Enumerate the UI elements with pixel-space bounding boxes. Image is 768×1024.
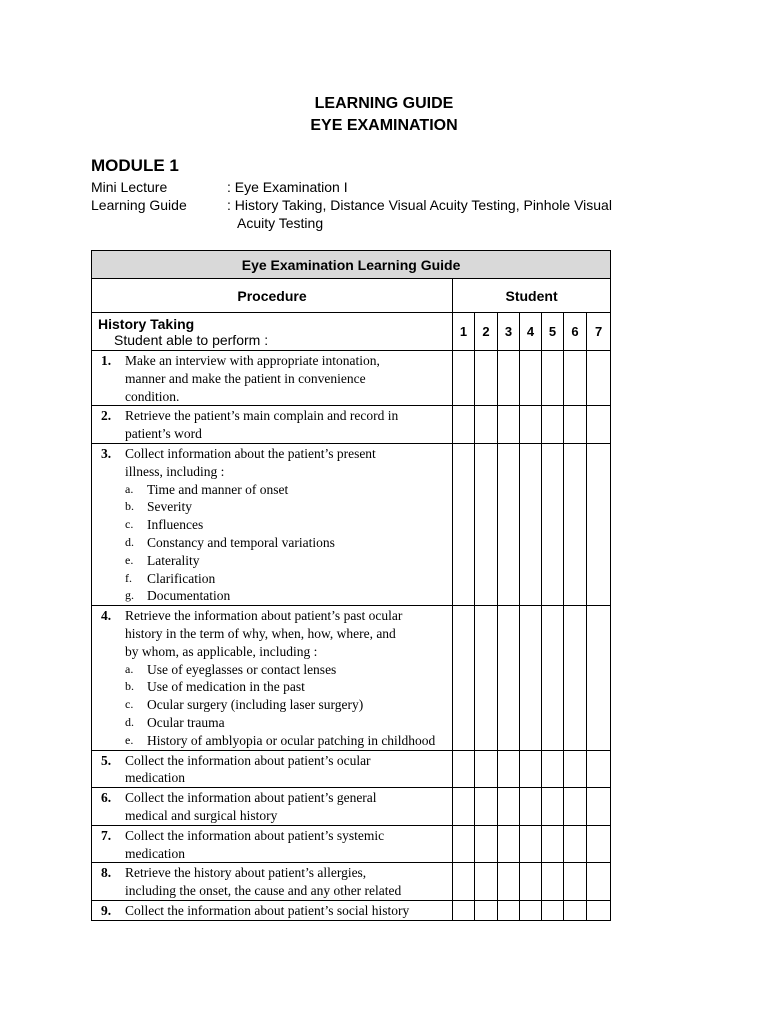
procedure-item-text-line: Retrieve the patient’s main complain and record in: [125, 408, 399, 424]
procedure-subitem-text: Clarification: [147, 570, 216, 586]
mini-lecture-label: Mini Lecture: [91, 179, 168, 195]
procedure-subitem-text: Ocular surgery (including laser surgery): [147, 697, 364, 713]
section-header-history-taking: [92, 313, 453, 351]
student-check-cell[interactable]: [475, 825, 498, 863]
document-title-line-1: LEARNING GUIDE: [314, 95, 454, 112]
procedure-subitem-letter: a.: [125, 481, 134, 496]
procedure-subitem-text: Laterality: [147, 552, 200, 568]
procedure-subitem-list: [125, 481, 448, 606]
student-column-header: Student: [453, 279, 611, 313]
procedure-item-number: 1.: [101, 353, 112, 368]
student-check-cell[interactable]: [542, 351, 564, 406]
student-check-cell[interactable]: [542, 863, 564, 901]
student-check-cell[interactable]: [520, 606, 542, 750]
procedure-subitem-text: Constancy and temporal variations: [147, 534, 335, 550]
procedure-item-number: 3.: [101, 445, 112, 461]
section-title: History Taking: [98, 316, 195, 332]
student-check-cell[interactable]: [475, 750, 498, 788]
student-check-cell[interactable]: [564, 863, 587, 901]
procedure-subitem: [125, 732, 448, 750]
procedure-item-text-line: by whom, as applicable, including :: [125, 643, 318, 659]
student-check-cell[interactable]: [453, 750, 475, 788]
student-check-cell[interactable]: [453, 606, 475, 750]
student-check-cell[interactable]: [498, 351, 520, 406]
procedure-subitem-letter: b.: [125, 499, 134, 514]
procedure-subitem-text: Ocular trauma: [147, 714, 225, 730]
table-caption: Eye Examination Learning Guide: [92, 251, 611, 279]
table-row: [92, 900, 611, 920]
learning-guide-label: Learning Guide: [91, 197, 187, 213]
student-check-cell[interactable]: [520, 750, 542, 788]
student-check-cell[interactable]: [498, 443, 520, 605]
student-check-cell[interactable]: [453, 351, 475, 406]
procedure-item-number: 2.: [101, 408, 112, 424]
learning-guide-value-line-1: : History Taking, Distance Visual Acuity Testing, Pinhole Visual: [227, 197, 612, 213]
student-check-cell[interactable]: [453, 406, 475, 444]
student-check-cell[interactable]: [498, 825, 520, 863]
student-check-cell[interactable]: [587, 900, 611, 920]
student-check-cell[interactable]: [475, 863, 498, 901]
student-check-cell[interactable]: [564, 788, 587, 826]
student-check-cell[interactable]: [520, 443, 542, 605]
table-row: [92, 606, 611, 750]
document-title-line-2: EYE EXAMINATION: [310, 117, 458, 134]
procedure-subitem-letter: d.: [125, 534, 134, 549]
procedure-item-number: 4.: [101, 608, 112, 624]
student-number-5: 5: [542, 313, 564, 351]
student-check-cell[interactable]: [498, 863, 520, 901]
procedure-subitem-letter: e.: [125, 732, 134, 747]
student-check-cell[interactable]: [587, 406, 611, 444]
procedure-subitem-text: Severity: [147, 499, 192, 515]
student-check-cell[interactable]: [542, 788, 564, 826]
procedure-subitem-letter: b.: [125, 679, 134, 694]
student-check-cell[interactable]: [587, 788, 611, 826]
procedure-subitem: [125, 661, 448, 679]
procedure-subitem: [125, 587, 448, 605]
module-heading: MODULE 1: [91, 156, 179, 175]
procedure-subitem-letter: g.: [125, 588, 134, 603]
procedure-item-number: 9.: [101, 902, 112, 918]
student-check-cell[interactable]: [520, 351, 542, 406]
student-number-2: 2: [475, 313, 498, 351]
student-check-cell[interactable]: [475, 606, 498, 750]
procedure-item-text-line: Retrieve the history about patient’s allergies,: [125, 865, 367, 881]
student-check-cell[interactable]: [564, 406, 587, 444]
procedure-subitem: [125, 570, 448, 588]
student-check-cell[interactable]: [453, 443, 475, 605]
student-check-cell[interactable]: [564, 900, 587, 920]
student-check-cell[interactable]: [564, 750, 587, 788]
student-check-cell[interactable]: [498, 750, 520, 788]
procedure-subitem-list: [125, 661, 448, 750]
student-check-cell[interactable]: [498, 900, 520, 920]
student-check-cell[interactable]: [498, 606, 520, 750]
student-number-6: 6: [564, 313, 587, 351]
student-check-cell[interactable]: [520, 825, 542, 863]
procedure-subitem-text: Use of eyeglasses or contact lenses: [147, 661, 337, 677]
procedure-item-text-line: Collect information about the patient’s present: [125, 445, 376, 461]
procedure-item-number: 8.: [101, 865, 112, 881]
procedure-subitem-text: Time and manner of onset: [147, 481, 289, 497]
procedure-subitem-letter: d.: [125, 714, 134, 729]
student-check-cell[interactable]: [498, 788, 520, 826]
procedure-item-2: [92, 406, 453, 444]
procedure-subitem: [125, 516, 448, 534]
procedure-item-1: [92, 351, 453, 406]
table-row: [92, 750, 611, 788]
procedure-item-text-line: Make an interview with appropriate intonation,: [125, 353, 380, 368]
table-row: [92, 863, 611, 901]
student-check-cell[interactable]: [564, 351, 587, 406]
student-check-cell[interactable]: [520, 788, 542, 826]
student-check-cell[interactable]: [587, 351, 611, 406]
procedure-item-7: [92, 825, 453, 863]
procedure-item-text-line: Collect the information about patient’s general: [125, 790, 377, 806]
procedure-subitem: [125, 678, 448, 696]
procedure-item-5: [92, 750, 453, 788]
table-row: [92, 825, 611, 863]
procedure-subitem: [125, 481, 448, 499]
student-check-cell[interactable]: [564, 606, 587, 750]
student-check-cell[interactable]: [475, 406, 498, 444]
student-check-cell[interactable]: [475, 900, 498, 920]
student-check-cell[interactable]: [453, 863, 475, 901]
student-check-cell[interactable]: [564, 825, 587, 863]
student-check-cell[interactable]: [475, 351, 498, 406]
procedure-item-text-line: Collect the information about patient’s systemic: [125, 827, 385, 843]
student-check-cell[interactable]: [453, 825, 475, 863]
procedure-item-text-line: medical and surgical history: [125, 807, 278, 823]
procedure-subitem: [125, 534, 448, 552]
student-check-cell[interactable]: [475, 443, 498, 605]
procedure-item-9: [92, 900, 453, 920]
procedure-item-text-line: condition.: [125, 388, 180, 404]
procedure-item-text-line: Collect the information about patient’s ocular: [125, 752, 371, 768]
procedure-subitem: [125, 552, 448, 570]
student-check-cell[interactable]: [564, 443, 587, 605]
student-number-3: 3: [498, 313, 520, 351]
student-check-cell[interactable]: [453, 900, 475, 920]
student-check-cell[interactable]: [542, 750, 564, 788]
table-row: [92, 443, 611, 605]
procedure-subitem-letter: f.: [125, 570, 132, 585]
student-check-cell[interactable]: [587, 443, 611, 605]
procedure-item-number: 7.: [101, 827, 112, 843]
procedure-subitem-letter: c.: [125, 517, 134, 532]
student-check-cell[interactable]: [542, 825, 564, 863]
procedure-subitem: [125, 498, 448, 516]
procedure-subitem-letter: e.: [125, 552, 134, 567]
procedure-subitem-text: Use of medication in the past: [147, 679, 305, 695]
procedure-item-text-line: manner and make the patient in convenience: [125, 370, 366, 386]
procedure-subitem-text: Documentation: [147, 588, 231, 604]
procedure-item-text-line: medication: [125, 770, 185, 786]
student-check-cell[interactable]: [542, 443, 564, 605]
procedure-item-number: 5.: [101, 752, 112, 768]
student-check-cell[interactable]: [520, 406, 542, 444]
procedure-subitem: [125, 714, 448, 732]
table-row: [92, 351, 611, 406]
mini-lecture-value: : Eye Examination I: [227, 179, 348, 195]
student-check-cell[interactable]: [587, 825, 611, 863]
procedure-item-text-line: including the onset, the cause and any other related: [125, 883, 402, 899]
procedure-item-text-line: Retrieve the information about patient’s past ocular: [125, 608, 403, 624]
student-check-cell[interactable]: [498, 406, 520, 444]
procedure-subitem-letter: a.: [125, 661, 134, 676]
student-check-cell[interactable]: [520, 900, 542, 920]
procedure-subitem: [125, 696, 448, 714]
procedure-item-3: [92, 443, 453, 605]
procedure-item-number: 6.: [101, 790, 112, 806]
learning-guide-table: [91, 250, 611, 921]
procedure-item-6: [92, 788, 453, 826]
procedure-subitem-text: History of amblyopia or ocular patching in childhood: [147, 732, 436, 748]
table-row: [92, 406, 611, 444]
student-check-cell[interactable]: [542, 900, 564, 920]
procedure-item-text-line: patient’s word: [125, 426, 202, 442]
student-check-cell[interactable]: [542, 606, 564, 750]
student-check-cell[interactable]: [520, 863, 542, 901]
student-check-cell[interactable]: [587, 863, 611, 901]
procedure-item-4: [92, 606, 453, 750]
table-row: [92, 788, 611, 826]
student-number-4: 4: [520, 313, 542, 351]
procedure-subitem-text: Influences: [147, 517, 204, 533]
student-number-7: 7: [587, 313, 611, 351]
procedure-column-header: Procedure: [92, 279, 453, 313]
student-check-cell[interactable]: [453, 788, 475, 826]
procedure-item-text-line: illness, including :: [125, 463, 225, 479]
student-check-cell[interactable]: [587, 606, 611, 750]
student-check-cell[interactable]: [542, 406, 564, 444]
procedure-item-text-line: history in the term of why, when, how, where, and: [125, 625, 396, 641]
learning-guide-value-line-2: Acuity Testing: [237, 215, 324, 231]
procedure-item-text-line: Collect the information about patient’s social history: [125, 902, 410, 918]
section-subtitle: Student able to perform :: [114, 332, 269, 348]
student-number-1: 1: [453, 313, 475, 351]
procedure-subitem-letter: c.: [125, 697, 134, 712]
student-check-cell[interactable]: [587, 750, 611, 788]
procedure-item-text-line: medication: [125, 845, 185, 861]
procedure-item-8: [92, 863, 453, 901]
student-check-cell[interactable]: [475, 788, 498, 826]
